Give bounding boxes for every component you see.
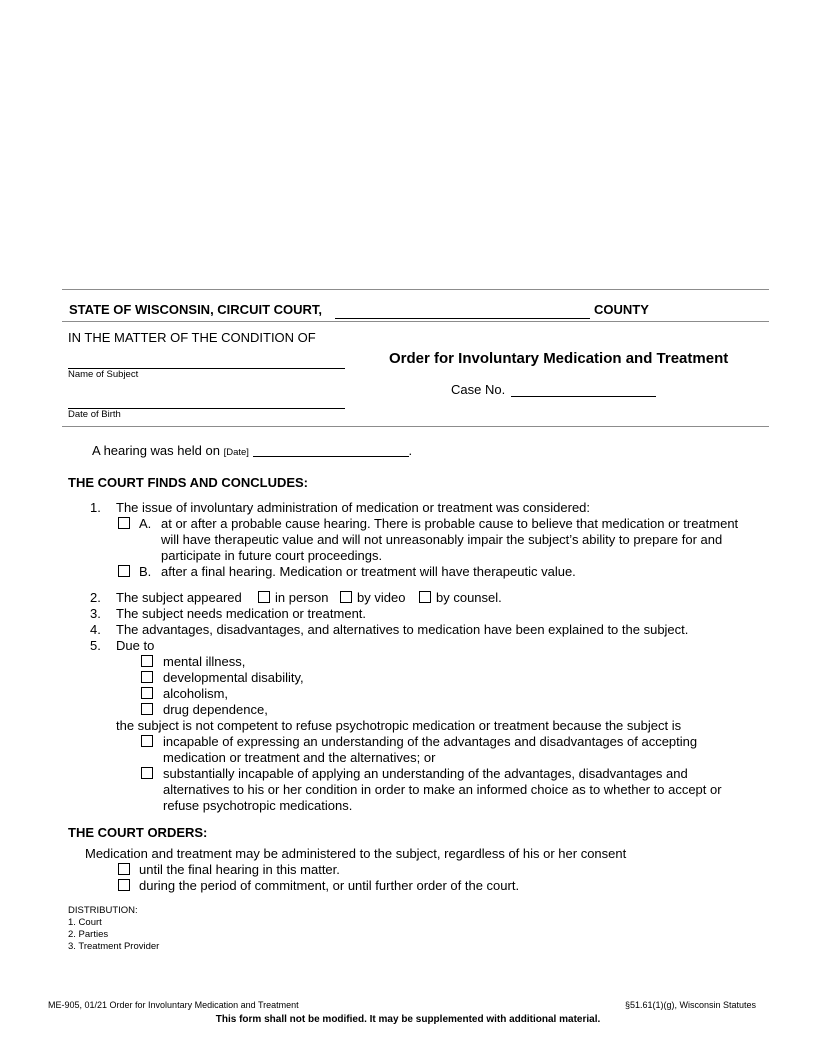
competence-statement: the subject is not competent to refuse psychotropic medication or treatment because the subject is — [116, 718, 682, 733]
item4-text: The advantages, disadvantages, and alternatives to medication have been explained to the subject. — [116, 622, 689, 637]
orders-text: Medication and treatment may be administered to the subject, regardless of his or her consent — [85, 846, 627, 861]
developmental-disability-checkbox[interactable] — [141, 671, 153, 683]
option-a-line-3: participate in future court proceedings. — [161, 548, 383, 563]
item3-number: 3. — [90, 606, 101, 621]
option-a-line-2: will have therapeutic value and will not unreasonably impair the subject’s ability to prepare for and — [161, 532, 723, 547]
alcoholism-label: alcoholism, — [163, 686, 229, 701]
orders-heading: THE COURT ORDERS: — [68, 825, 208, 840]
substantially-incapable-checkbox[interactable] — [141, 767, 153, 779]
by-video-label: by video — [357, 590, 406, 605]
period-of-commitment-label: during the period of commitment, or until further order of the court. — [139, 878, 520, 893]
modification-notice: This form shall not be modified. It may be supplemented with additional material. — [215, 1014, 601, 1025]
hearing-end: . — [408, 443, 413, 458]
incapable-expressing-line-2: medication or treatment and the alternatives; or — [163, 750, 436, 765]
county-name-field[interactable] — [335, 318, 590, 319]
statute-reference: §51.61(1)(g), Wisconsin Statutes — [624, 1000, 756, 1010]
substantially-incapable-line-3: refuse psychotropic medications. — [163, 798, 353, 813]
date-of-birth-label: Date of Birth — [68, 409, 121, 420]
hearing-statement — [92, 443, 412, 458]
substantially-incapable-line-2: alternatives to his or her condition in order to make an informed choice as to whether to accept or — [163, 782, 722, 797]
by-video-checkbox[interactable] — [340, 591, 352, 603]
distribution-item-parties: 2. Parties — [68, 929, 109, 940]
hearing-date-field[interactable] — [253, 443, 409, 457]
hearing-text: A hearing was held on — [92, 443, 220, 458]
state-court-label: STATE OF WISCONSIN, CIRCUIT COURT, — [69, 302, 323, 317]
header-top-rule — [62, 289, 769, 290]
item2-text: The subject appeared — [116, 590, 242, 605]
distribution-label: DISTRIBUTION: — [68, 905, 138, 916]
findings-heading: THE COURT FINDS AND CONCLUDES: — [68, 475, 309, 490]
until-final-hearing-checkbox[interactable] — [118, 863, 130, 875]
item1-number: 1. — [90, 500, 101, 515]
drug-dependence-label: drug dependence, — [163, 702, 268, 717]
mental-illness-checkbox[interactable] — [141, 655, 153, 667]
item3-text: The subject needs medication or treatment. — [116, 606, 367, 621]
header-bottom-rule — [62, 426, 769, 427]
item5-number: 5. — [90, 638, 101, 653]
option-b-checkbox[interactable] — [118, 565, 130, 577]
option-b-letter: B. — [139, 564, 152, 579]
distribution-item-treatment-provider: 3. Treatment Provider — [68, 941, 160, 952]
until-final-hearing-label: until the final hearing in this matter. — [139, 862, 340, 877]
item1-text: The issue of involuntary administration of medication or treatment was considered: — [116, 500, 591, 515]
matter-label: IN THE MATTER OF THE CONDITION OF — [68, 330, 316, 345]
hearing-date-label: [Date] — [223, 447, 249, 458]
by-counsel-label: by counsel. — [436, 590, 502, 605]
drug-dependence-checkbox[interactable] — [141, 703, 153, 715]
by-counsel-checkbox[interactable] — [419, 591, 431, 603]
option-a-checkbox[interactable] — [118, 517, 130, 529]
distribution-item-court: 1. Court — [68, 917, 102, 928]
in-person-checkbox[interactable] — [258, 591, 270, 603]
county-label: COUNTY — [594, 302, 649, 317]
subject-name-label: Name of Subject — [68, 369, 139, 380]
item2-number: 2. — [90, 590, 101, 605]
option-a-line-1: at or after a probable cause hearing. There is probable cause to believe that medication or treatment — [161, 516, 739, 531]
substantially-incapable-line-1: substantially incapable of applying an understanding of the advantages, disadvantages and — [163, 766, 688, 781]
developmental-disability-label: developmental disability, — [163, 670, 304, 685]
option-a-letter: A. — [139, 516, 152, 531]
case-number-label: Case No. — [451, 382, 506, 397]
form-id: ME-905, 01/21 Order for Involuntary Medication and Treatment — [48, 1000, 299, 1010]
page-title: Order for Involuntary Medication and Treatment — [389, 350, 729, 367]
alcoholism-checkbox[interactable] — [141, 687, 153, 699]
item4-number: 4. — [90, 622, 101, 637]
in-person-label: in person — [275, 590, 329, 605]
item5-text: Due to — [116, 638, 155, 653]
mental-illness-label: mental illness, — [163, 654, 246, 669]
case-number-field[interactable] — [511, 396, 656, 397]
header-mid-rule — [62, 321, 769, 322]
period-of-commitment-checkbox[interactable] — [118, 879, 130, 891]
option-b-text: after a final hearing. Medication or treatment will have therapeutic value. — [161, 564, 576, 579]
incapable-expressing-checkbox[interactable] — [141, 735, 153, 747]
incapable-expressing-line-1: incapable of expressing an understanding of the advantages and disadvantages of accepting — [163, 734, 698, 749]
